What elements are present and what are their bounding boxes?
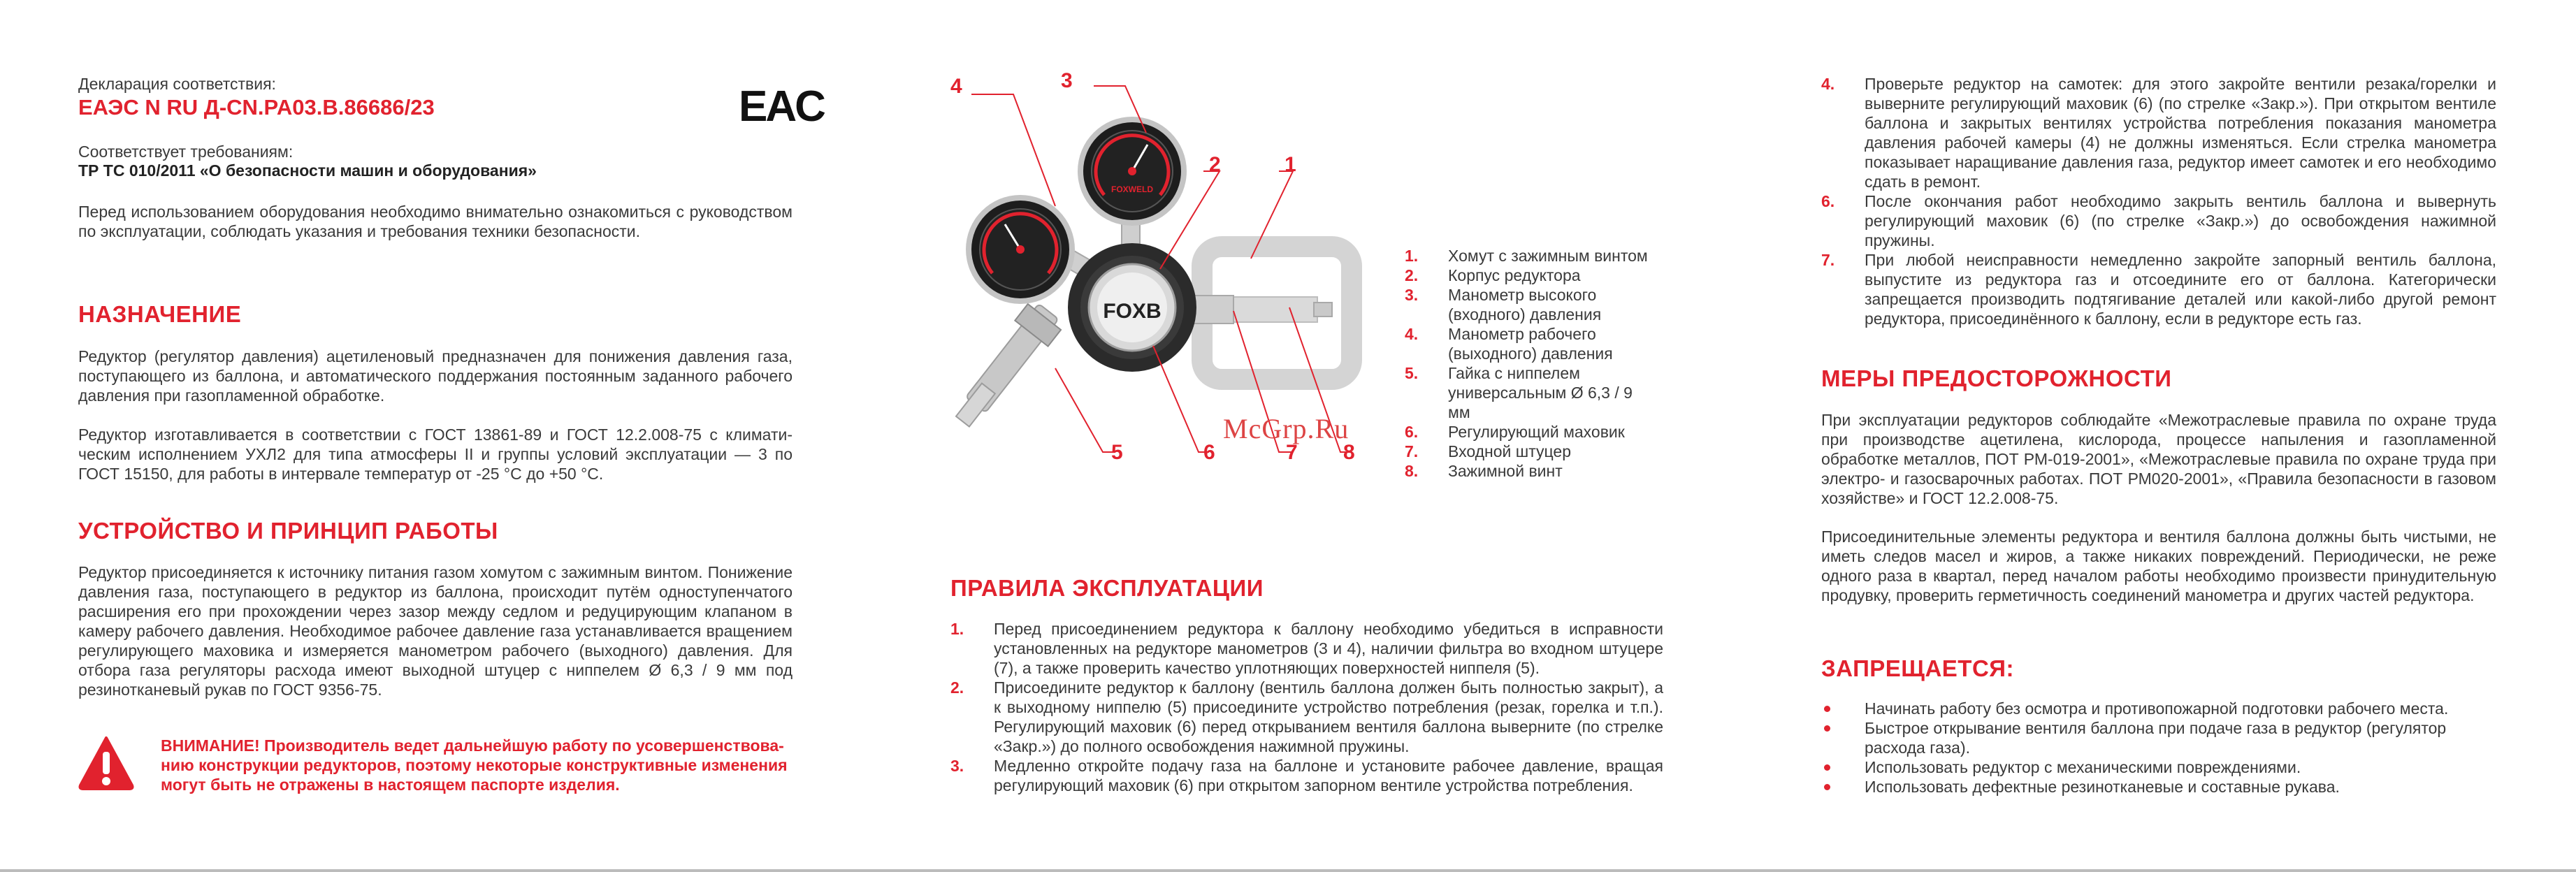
declaration-number: ЕАЭС N RU Д-CN.PA03.B.86686/23 (78, 95, 435, 119)
callout-5: 5 (1111, 441, 1123, 464)
list-item: 3. Медленно откройте подачу газа на баллоне и установите рабочее давление, вращая регулирующий маховик (6) при открытом запорном вентиле устройства потребления. (950, 757, 1663, 794)
callout-7: 7 (1286, 441, 1298, 464)
requirements-value: ТР ТС 010/2011 «О безопасности машин и оборудования» (78, 161, 537, 180)
legend-item: 3. Манометр высокого (входного) давления (1405, 286, 1602, 324)
bottom-divider (0, 869, 2576, 872)
list-item: 1. Перед присоединением редуктора к баллону необходимо убедиться в исправности установленных на редукторе манометров (3 и 4), наличии фильтра во входном штуцере (7), а также проверить качество уплотняющих поверхностей ниппеля (5). (950, 620, 1663, 677)
callout-8: 8 (1343, 441, 1355, 464)
callout-6: 6 (1203, 441, 1215, 464)
body-brand-text: FOXB (1103, 300, 1162, 323)
low-pressure-gauge-shape (966, 195, 1075, 304)
legend-item: 8. Зажимной винт (1405, 462, 1563, 480)
device-paragraph: Редуктор присоединяется к источнику питания газом хомутом с зажимным винтом. Понижение давления газа, поступающего в редуктор из баллона, происходит путём одноступенчатого расширения его при прохождении через зазор между седлом и редуцирующим клапаном в камеру рабочего давления. Необходимое рабочее давление газа устанавливается вращением регулирующего маховика и измеряется манометром рабочего (выходного) давления. Для отбора газа регуляторы расхода имеют выходной штуцер с ниппелем Ø 6,3 / 9 мм под резинотканевый рукав по ГОСТ 9356-75. (78, 563, 793, 699)
forbidden-list (1821, 699, 2496, 797)
outlet-nozzle-shape (950, 298, 1065, 435)
list-item: 2. Присоедините редуктор к баллону (вентиль баллона должен быть полностью закрыт), а к выходному ниппелю (5) присоедините устройство потребления (резак, горелка и т.п.). Регулирующий маховик (6) перед открыванием вентиля баллона выверните (по стрелке «Закр.») до полного освобождения нажимной пружины. (950, 678, 1663, 755)
list-item: Начинать работу без осмотра и противопожарной подготовки рабочего места. (1821, 699, 2496, 718)
rules-list (950, 619, 1663, 795)
eac-mark-logo: EAC (739, 82, 824, 131)
declaration-label: Декларация соответствия: (78, 75, 276, 93)
list-item: Быстрое открывание вентиля баллона при подаче газа в редуктор (регулятор расхода газа). (1821, 718, 2496, 757)
requirements-label: Соответствует требованиям: (78, 143, 294, 161)
precautions-paragraph-1: При эксплуатации редукторов соблюдайте «Межотраслевые правила по охране труда при производстве ацетилена, кислорода, процессе напыления и газопламенной обработке металлов, ПОТ РМ-019-2001», «Межотраслевые правила по охране труда при электро- и газосварочных работах. ПОТ РМ020-2001», «Правила безопасности в газовом хозяйстве» и ГОСТ 12.2.008-75. (1821, 411, 2496, 507)
intro-text: Перед использованием оборудования необходимо внимательно ознакомиться с руководством по эксплуатации, соблюдать указания и требования техники безопасности. (78, 203, 793, 240)
list-item: 7. При любой неисправности немедленно закройте запорный вентиль баллона, выпустите из редуктора газ и отсоедините его от баллона. Категорически запрещается производить подтягивание деталей или какой-либо другой ремонт редуктора, присоединённого к баллону, если в редукторе есть газ. (1821, 251, 2496, 328)
purpose-paragraph-1: Редуктор (регулятор давления) ацетиленовый предназначен для понижения давления газа, поступающего из баллона, и автоматического поддержания постоянным заданного рабочего давления при газопламенной обработке. (78, 347, 793, 405)
clamp-screw-shape (1227, 297, 1317, 322)
forbidden-heading: ЗАПРЕЩАЕТСЯ: (1821, 655, 2014, 681)
watermark-text: McGrp.Ru (1223, 413, 1349, 444)
high-pressure-gauge-shape (1078, 117, 1187, 226)
list-item: Использовать редуктор с механическими повреждениями. (1821, 757, 2496, 777)
callout-3: 3 (1061, 69, 1073, 92)
purpose-paragraph-2: Редуктор изготавливается в соответствии с ГОСТ 13861-89 и ГОСТ 12.2.008-75 с климатическим исполнением УХЛ2 для типа атмосферы II и группы условий эксплуатации — 3 по ГОСТ 15150, для работы в интервале температур от -25 °С до +50 °С. (78, 426, 793, 483)
legend-item: 6. Регулирующий маховик (1405, 423, 1625, 441)
precautions-paragraph-2: Присоединительные элементы редуктора и вентиля баллона должны быть чистыми, не иметь следов масел и жиров, а также никаких повреждений. Периодически, не реже одного раза в квартал, перед началом работы необходимо произвести принудительную продувку, проверить герметичность соединений манометра и других частей редуктора. (1821, 528, 2496, 604)
legend-item: 2. Корпус редуктора (1405, 266, 1581, 284)
warning-text: ВНИМАНИЕ! Производитель ведет дальнейшую работу по усовершенствованию конструкции редукторов, поэтому некоторые конструктивные изменения могут быть не отражены в настоящем паспорте изделия. (161, 736, 788, 794)
precautions-heading: МЕРЫ ПРЕДОСТОРОЖНОСТИ (1821, 365, 2172, 391)
warning-icon (78, 735, 134, 791)
list-item: 4. Проверьте редуктор на самотек: для этого закройте вентили резака/горелки и выверните регулирующий маховик (6) (по стрелке «Закр.»). При открытом вентиле баллона и закрытых вентилях устройства потребления показания манометра давления рабочей камеры (4) не должны изменяться. Если стрелка манометра показывает наращивание давления газа, редуктор имеет самотек и его необходимо сдать в ремонт. (1821, 75, 2496, 191)
callout-2: 2 (1209, 153, 1221, 176)
legend-item: 5. Гайка с ниппелем универсальным Ø 6,3 / 9 мм (1405, 364, 1633, 421)
callout-4: 4 (950, 75, 962, 98)
purpose-heading: НАЗНАЧЕНИЕ (78, 301, 242, 327)
gauge-brand-text: FOXWELD (1111, 184, 1153, 194)
legend-item: 7. Входной штуцер (1405, 442, 1572, 460)
list-item: 6. После окончания работ необходимо закрыть вентиль баллона и вывернуть регулирующий маховик (6) (по стрелке «Закр.») до освобождения нажимной пружины. (1821, 192, 2496, 249)
legend-item: 1. Хомут с зажимным винтом (1405, 247, 1648, 265)
list-item: Использовать дефектные резинотканевые и составные рукава. (1821, 777, 2496, 797)
device-heading: УСТРОЙСТВО И ПРИНЦИП РАБОТЫ (78, 518, 498, 544)
callout-1: 1 (1285, 153, 1296, 176)
legend-item: 4. Манометр рабочего (выходного) давления (1405, 325, 1613, 363)
rules-list-continued (1821, 74, 2496, 328)
rules-heading: ПРАВИЛА ЭКСПЛУАТАЦИИ (950, 575, 1264, 601)
parts-legend (1405, 246, 1656, 481)
